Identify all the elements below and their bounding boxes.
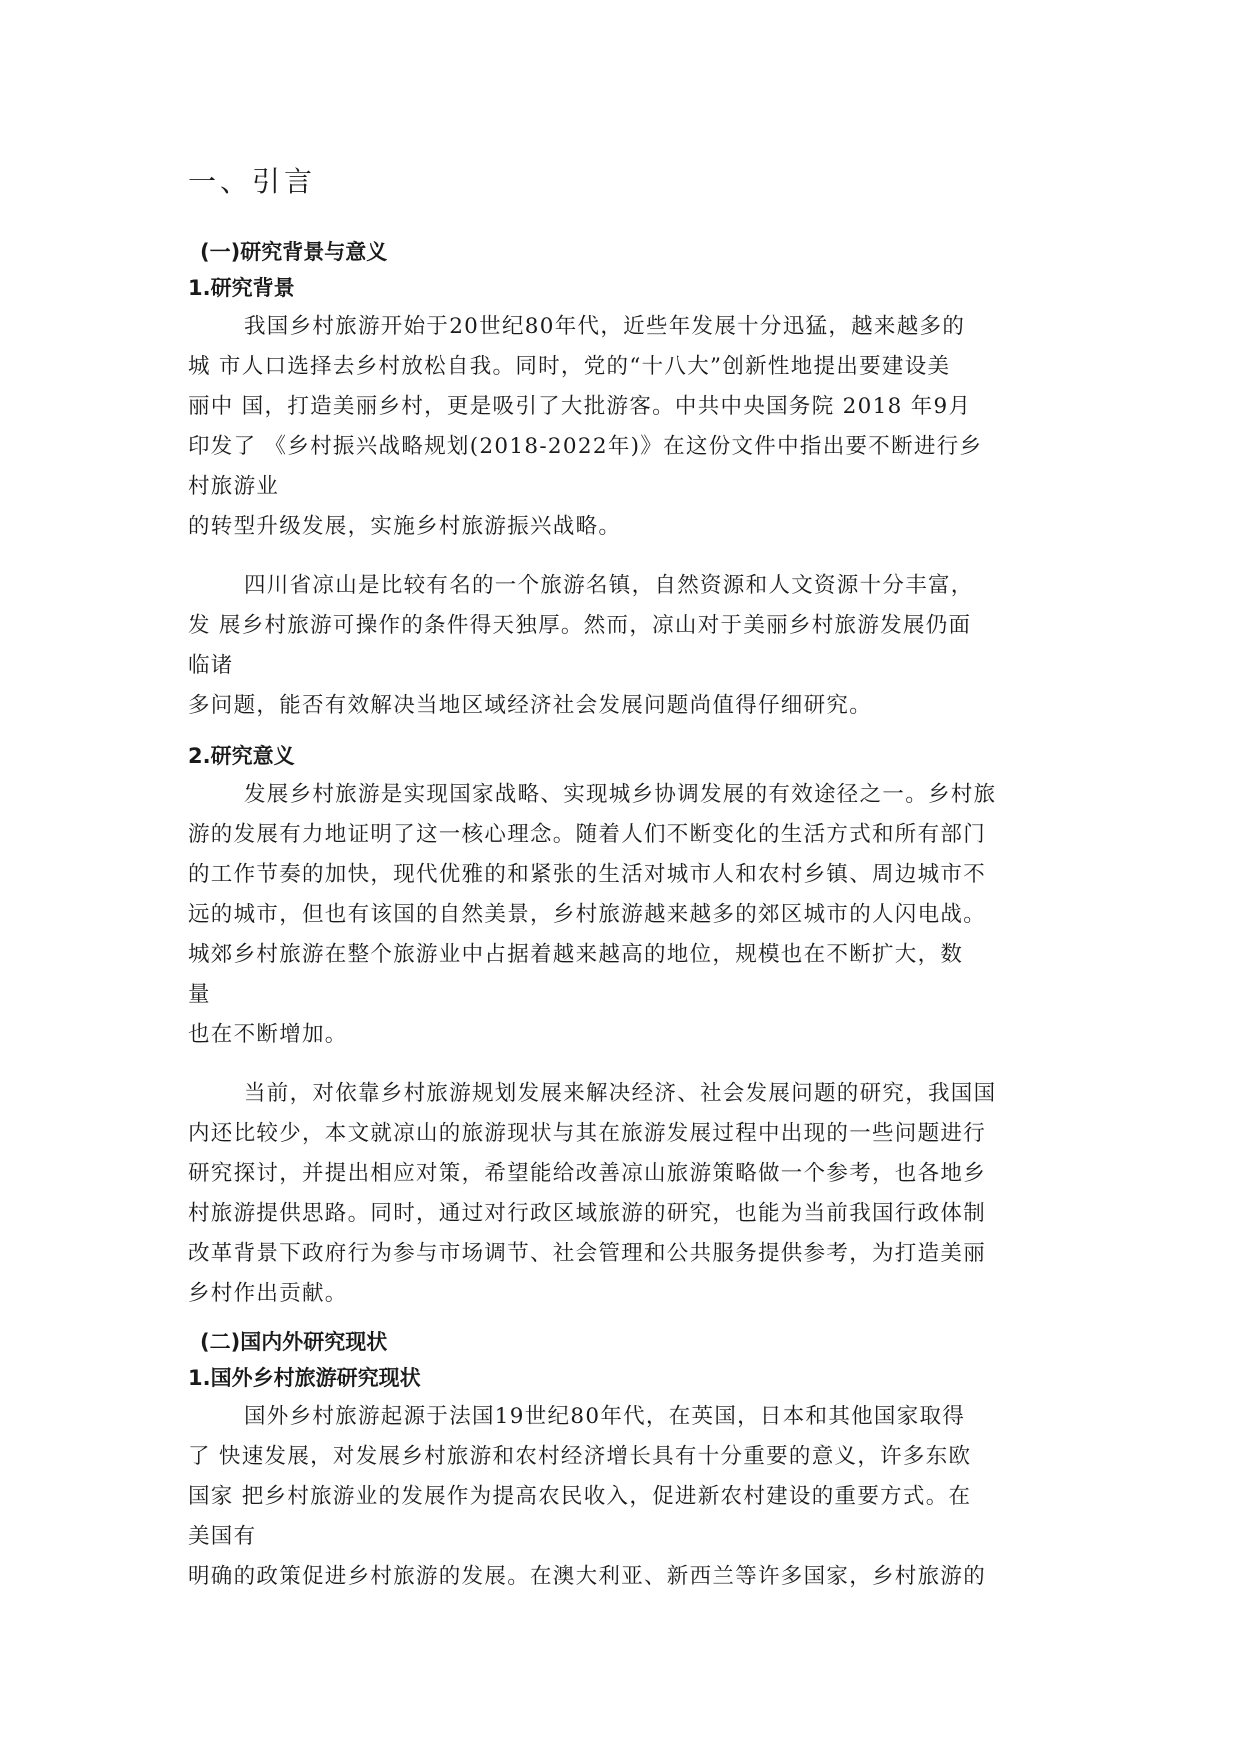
text-line: 临诸 — [188, 653, 234, 678]
text-line: 国外乡村旅游起源于法国19世纪80年代，在英国，日本和其他国家取得 — [244, 1404, 966, 1429]
text-line: 丽中 国，打造美丽乡村，更是吸引了大批游客。中共中央国务院 2018 年9月 — [188, 394, 972, 419]
subsection-heading-research-background: 1.研究背景 — [188, 276, 295, 300]
subsection-heading-foreign-research-status: 1.国外乡村旅游研究现状 — [188, 1366, 421, 1390]
text-line: 明确的政策促进乡村旅游的发展。在澳大利亚、新西兰等许多国家，乡村旅游的 — [188, 1564, 987, 1589]
document-title: 一、引言 — [188, 165, 317, 198]
text-line: 远的城市，但也有该国的自然美景，乡村旅游越来越多的郊区城市的人闪电战。 — [188, 902, 987, 927]
text-line: 当前，对依靠乡村旅游规划发展来解决经济、社会发展问题的研究，我国国 — [244, 1081, 997, 1106]
section-heading-background-significance: (一)研究背景与意义 — [200, 240, 388, 264]
text-line: 印发了 《乡村振兴战略规划(2018-2022年)》在这份文件中指出要不断进行乡 — [188, 434, 983, 459]
text-line: 四川省凉山是比较有名的一个旅游名镇，自然资源和人文资源十分丰富， — [244, 573, 974, 598]
text-line: 改革背景下政府行为参与市场调节、社会管理和公共服务提供参考，为打造美丽 — [188, 1241, 987, 1266]
text-line: 城 市人口选择去乡村放松自我。同时，党的“十八大”创新性地提出要建设美 — [188, 354, 951, 379]
text-line: 也在不断增加。 — [188, 1022, 348, 1047]
text-line: 的工作节奏的加快，现代优雅的和紧张的生活对城市人和农村乡镇、周边城市不 — [188, 862, 987, 887]
text-line: 研究探讨，并提出相应对策，希望能给改善凉山旅游策略做一个参考，也各地乡 — [188, 1161, 987, 1186]
text-line: 游的发展有力地证明了这一核心理念。随着人们不断变化的生活方式和所有部门 — [188, 822, 987, 847]
text-line: 发 展乡村旅游可操作的条件得天独厚。然而，凉山对于美丽乡村旅游发展仍面 — [188, 613, 972, 638]
text-line: 美国有 — [188, 1524, 257, 1549]
paragraph-research-significance-1 — [188, 775, 1068, 1055]
text-line: 国家 把乡村旅游业的发展作为提高农民收入，促进新农村建设的重要方式。在 — [188, 1484, 972, 1509]
text-line: 村旅游业 — [188, 474, 280, 499]
subsection-heading-research-significance: 2.研究意义 — [188, 744, 295, 768]
text-line: 我国乡村旅游开始于20世纪80年代，近些年发展十分迅猛，越来越多的 — [244, 314, 966, 339]
section-heading-research-status: (二)国内外研究现状 — [200, 1330, 388, 1354]
text-line: 发展乡村旅游是实现国家战略、实现城乡协调发展的有效途径之一。乡村旅 — [244, 782, 997, 807]
paragraph-foreign-research-status-1 — [188, 1397, 1068, 1597]
text-line: 的转型升级发展，实施乡村旅游振兴战略。 — [188, 514, 622, 539]
text-line: 村旅游提供思路。同时，通过对行政区域旅游的研究，也能为当前我国行政体制 — [188, 1201, 987, 1226]
text-line: 了 快速发展，对发展乡村旅游和农村经济增长具有十分重要的意义，许多东欧 — [188, 1444, 972, 1469]
text-line: 多问题，能否有效解决当地区域经济社会发展问题尚值得仔细研究。 — [188, 693, 873, 718]
paragraph-research-significance-2 — [188, 1074, 1068, 1314]
text-line: 量 — [188, 982, 211, 1007]
text-line: 城郊乡村旅游在整个旅游业中占据着越来越高的地位，规模也在不断扩大，数 — [188, 942, 964, 967]
text-line: 乡村作出贡献。 — [188, 1281, 348, 1306]
text-line: 内还比较少，本文就凉山的旅游现状与其在旅游发展过程中出现的一些问题进行 — [188, 1121, 987, 1146]
paragraph-research-background-2 — [188, 566, 1068, 726]
paragraph-research-background-1 — [188, 307, 1068, 547]
